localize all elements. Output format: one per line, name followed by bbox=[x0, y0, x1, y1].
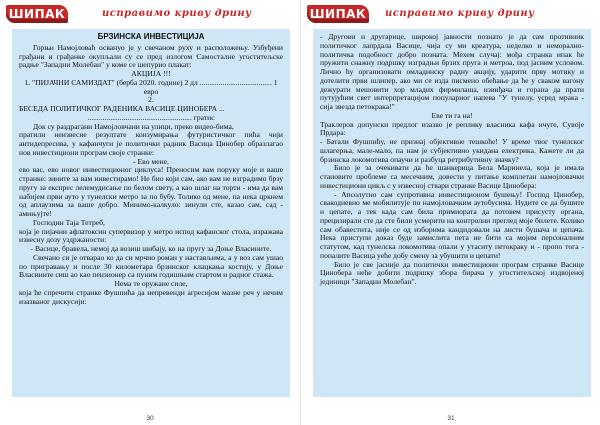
text-paragraph: - Ево мене, bbox=[133, 156, 169, 166]
left-text-block bbox=[12, 29, 290, 397]
text-paragraph: 2. bbox=[148, 95, 154, 105]
text-paragraph: - Другови и другарице, широкој јавности познато је да сам противник политичког лапрдала Васице, чија су ми креатура, неделко и неморално-политичка подобност добро позната. Мехем случај: мођа странка ипак ће пружити снажну подршку изградњи брзих пруга и метроа, под јасним условом. Лично ћу организовати омладинску радну акцију, ударити прву мотику и дотелити први шлипер, ако ми се изда писмено обећање да ће у сваком вагону дежурати мешовити хор младих фирмилаша, извиђача и горана да прати путујућим свет интерпретацијом популарног напева "У тунелу, усред мрака - сија звезда петокрака!" bbox=[320, 32, 584, 111]
text-paragraph: Траклеров допунски предлог изазво је реплику власника кафа ичуге, Сувоје Прдара: bbox=[320, 119, 584, 138]
text-paragraph: - Апсолутно сам супротивна инвестиционом бушењу! Господ Цинобер, свакодневно ме мобилитује по намојловачким аутобусима. Нудите се да бушите и цепате, а тек када сам била примиората да потовем присусту органа, прецизирали сте да сте били усмерити на контролни преглед моје билете. Колико сам обавестита, није се од изборима кандидовали на листи бушача и цепача. Нека приступи доказ буде замислита пета не бити са мојим персоналним статутом, кад тунелска локомотива опали у утаситу петокраку и - пропо тога - попалите Васица уеће добу смену за убушити и цепати! bbox=[320, 189, 584, 260]
text-paragraph: Господин Таја Тетреб, bbox=[33, 217, 105, 227]
text-paragraph: која ће спречити странке Фушпића да непревенди агресијом мазне реч у нечим изазваног дискусији: bbox=[19, 287, 283, 306]
left-header bbox=[6, 5, 294, 23]
page-number: 31 bbox=[447, 415, 455, 422]
header-slogan: исправимо криву дрину bbox=[385, 8, 535, 19]
text-paragraph: БЕСЕДА ПОЛИТИЧКОГ РАДЕНИКА ВАСИЦЕ ЦИНОБЕРА ... bbox=[19, 104, 225, 113]
text-paragraph: пратили неизвесне резултате конзумирања футуристичког пића чији антидепресива, у кафанчуги је политички радник Васица Цинобер образлагао нов инвестициони програм своје странке: bbox=[19, 130, 283, 157]
text-paragraph: ....................................................... гратис bbox=[87, 112, 215, 122]
text-paragraph: - Васице, бравела, немој да возиш шибају, ко на пругу за Доње Власините. bbox=[30, 244, 272, 253]
page-number: 30 bbox=[146, 415, 154, 422]
text-paragraph: Било је све јасније да политички инвестициони програм странке Васице Цинобера неће добити подршку збора бирача у угоститељској издвојеној јединици "Западни Молебан". bbox=[320, 259, 584, 286]
text-paragraph: Нема те оружане силе, bbox=[114, 279, 188, 288]
text-paragraph: Било је за очекивати да ће шанкерица Бела Маринела, која је имала становите проблеме са месечним, довести у питање комплетан намојловачки инвестициони цикљ с у извесној ствари странке Васице Цинобера: bbox=[320, 163, 584, 190]
sipak-logo: ШИПАК bbox=[307, 5, 369, 23]
text-paragraph: Свечано си је отварао ко да си мрчио роман у настављима, а у воз сам ушао по пригравању и после 30 километара брзинског клацкања костију, у Доње Власините сиш ао као пензионер са пуним годишњим стартом и радног стажа. bbox=[19, 252, 283, 280]
header-slogan: исправимо криву дрину bbox=[102, 8, 252, 19]
sipak-logo: ШИПАК bbox=[6, 5, 68, 23]
text-paragraph: Док су раздрагани Намојловчани на улици, преко видео-бима, bbox=[33, 121, 234, 131]
text-paragraph: - Батали Фушпићу, не признај објективне тешкоће! У време твог тунелског шлагерња, мале-мало, па нам је субјективно укидана електрика. Кажете ли да брзинска локомотива опаучи и разбуца ретрибутивну значку? bbox=[320, 137, 584, 164]
text-paragraph: АКЦИЈА !!! bbox=[131, 69, 171, 78]
right-text-block bbox=[313, 29, 591, 397]
text-paragraph: која је пијачни афлатоксин супервизор у метро испод кафанског стола, изражава извесну дозу уздржаности: bbox=[19, 226, 283, 245]
text-paragraph: 1. "ПИЈАЧНИ САМИЗДАТ" (берба 2020. године) 2 дл ...................................... 1 евро bbox=[24, 77, 278, 96]
right-header bbox=[307, 5, 595, 23]
article-title: БРЗИНСКА ИНВЕСТИЦИЈА bbox=[97, 32, 205, 41]
text-paragraph: Горњи Намојловаћ освануо је у свечаном руху и расположењу. Узбуђени грађани и грађанке окупљали су се пред излогом Самосталне угоститељске радње "Западни Молебан" у коме се шепурио плакат: bbox=[19, 42, 283, 70]
right-page bbox=[300, 0, 600, 425]
text-paragraph: Еве ти га на! bbox=[431, 110, 473, 120]
text-paragraph: ево вас, ево новог инвестиционог циклуса! Преносим вам поруку моје и ваше странке: зините за вам инвестирамо! Не био који сам, ако вам не изградимо брзу пругу за експрес лелемудисање по белом свету, а као шлаг на торти - има да вам набијем први ауто у тунелски метро за по бубу. Толико од мене, па нека цркнем од аплаузима за ваше добро. Минимо-калкуло: зинули сте, казао сам, сад - амињујте! bbox=[19, 165, 283, 218]
